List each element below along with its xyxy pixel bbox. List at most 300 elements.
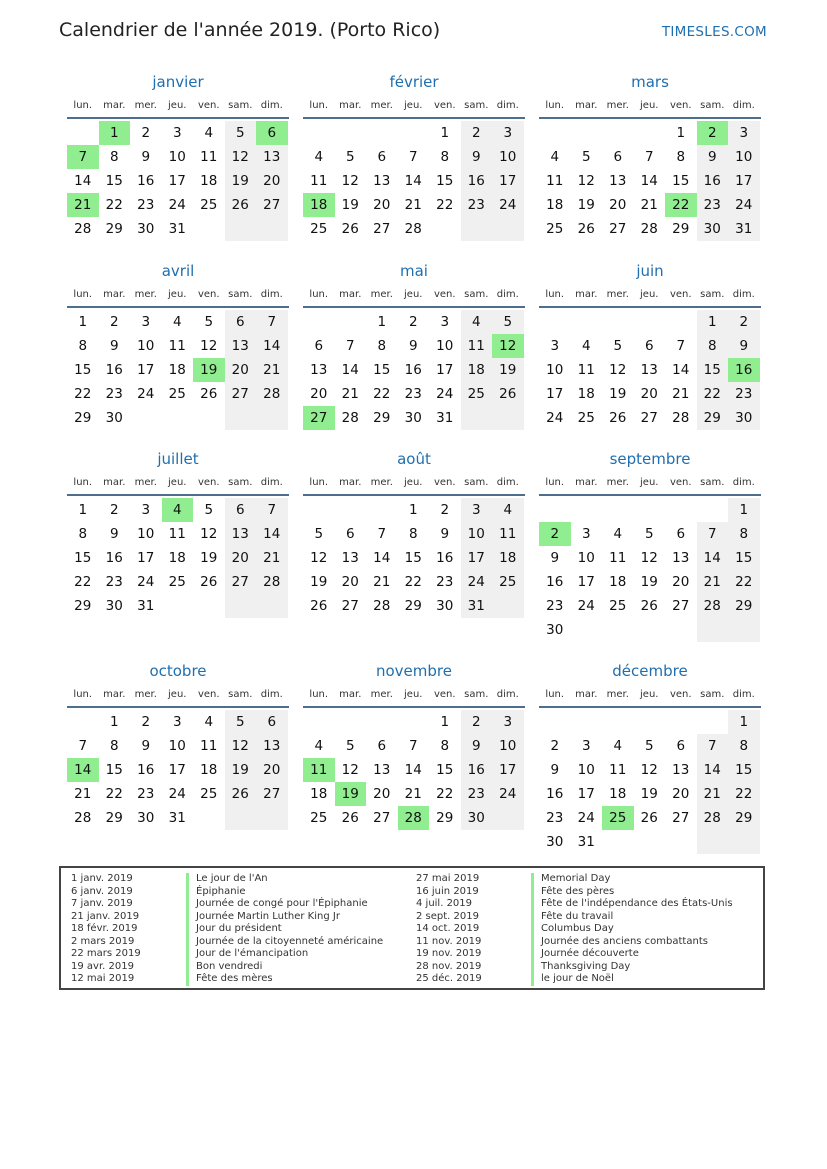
- day-cell[interactable]: 12: [341, 173, 359, 189]
- day-cell[interactable]: 9: [550, 550, 560, 566]
- day-cell[interactable]: 22: [404, 574, 422, 590]
- day-cell[interactable]: 16: [105, 550, 123, 566]
- day-cell[interactable]: 1: [440, 125, 450, 141]
- day-cell[interactable]: 3: [492, 710, 524, 734]
- day-cell[interactable]: 11: [577, 362, 595, 378]
- day-cell[interactable]: 5: [225, 121, 257, 145]
- day-cell[interactable]: 10: [436, 338, 454, 354]
- day-cell[interactable]: 4: [314, 738, 324, 754]
- day-cell[interactable]: 27: [609, 221, 627, 237]
- day-cell[interactable]: 19: [193, 358, 225, 382]
- day-cell[interactable]: 7: [67, 145, 99, 169]
- day-cell[interactable]: 15: [373, 362, 391, 378]
- day-cell[interactable]: 26: [310, 598, 328, 614]
- day-cell[interactable]: 7: [345, 338, 355, 354]
- day-cell[interactable]: 28: [373, 598, 391, 614]
- day-cell[interactable]: 1: [440, 714, 450, 730]
- day-cell[interactable]: 10: [168, 149, 186, 165]
- day-cell[interactable]: 15: [728, 758, 760, 782]
- day-cell[interactable]: 8: [109, 738, 119, 754]
- day-cell[interactable]: 28: [398, 806, 430, 830]
- day-cell[interactable]: 18: [200, 762, 218, 778]
- day-cell[interactable]: 23: [461, 782, 493, 806]
- day-cell[interactable]: 24: [137, 574, 155, 590]
- day-cell[interactable]: 7: [78, 738, 88, 754]
- day-cell[interactable]: 17: [461, 546, 493, 570]
- day-cell[interactable]: 12: [492, 334, 524, 358]
- day-cell[interactable]: 27: [672, 598, 690, 614]
- day-cell[interactable]: 11: [168, 526, 186, 542]
- day-cell[interactable]: 14: [697, 546, 729, 570]
- day-cell[interactable]: 13: [341, 550, 359, 566]
- day-cell[interactable]: 14: [404, 762, 422, 778]
- day-cell[interactable]: 22: [697, 382, 729, 406]
- day-cell[interactable]: 7: [377, 526, 387, 542]
- day-cell[interactable]: 8: [697, 334, 729, 358]
- day-cell[interactable]: 7: [408, 738, 418, 754]
- site-logo[interactable]: TIMESLES.COM: [661, 24, 767, 40]
- day-cell[interactable]: 25: [492, 570, 524, 594]
- day-cell[interactable]: 24: [461, 570, 493, 594]
- day-cell[interactable]: 19: [335, 782, 367, 806]
- day-cell[interactable]: 16: [728, 358, 760, 382]
- day-cell[interactable]: 16: [697, 169, 729, 193]
- day-cell[interactable]: 23: [105, 574, 123, 590]
- day-cell[interactable]: 3: [492, 121, 524, 145]
- day-cell[interactable]: 28: [404, 221, 422, 237]
- day-cell[interactable]: 29: [373, 410, 391, 426]
- day-cell[interactable]: 21: [672, 386, 690, 402]
- day-cell[interactable]: 20: [672, 786, 690, 802]
- day-cell[interactable]: 30: [137, 221, 155, 237]
- day-cell[interactable]: 9: [550, 762, 560, 778]
- day-cell[interactable]: 17: [168, 762, 186, 778]
- day-cell[interactable]: 14: [74, 173, 92, 189]
- day-cell[interactable]: 10: [546, 362, 564, 378]
- day-cell[interactable]: 5: [204, 502, 214, 518]
- day-cell[interactable]: 30: [137, 810, 155, 826]
- day-cell[interactable]: 22: [105, 197, 123, 213]
- day-cell[interactable]: 26: [640, 598, 658, 614]
- day-cell[interactable]: 27: [640, 410, 658, 426]
- day-cell[interactable]: 16: [105, 362, 123, 378]
- day-cell[interactable]: 6: [377, 738, 387, 754]
- day-cell[interactable]: 25: [602, 806, 634, 830]
- day-cell[interactable]: 7: [644, 149, 654, 165]
- day-cell[interactable]: 8: [408, 526, 418, 542]
- day-cell[interactable]: 23: [546, 598, 564, 614]
- day-cell[interactable]: 2: [461, 710, 493, 734]
- day-cell[interactable]: 14: [256, 522, 288, 546]
- day-cell[interactable]: 1: [408, 502, 418, 518]
- day-cell[interactable]: 4: [314, 149, 324, 165]
- day-cell[interactable]: 8: [440, 149, 450, 165]
- day-cell[interactable]: 24: [168, 197, 186, 213]
- day-cell[interactable]: 22: [74, 386, 92, 402]
- day-cell[interactable]: 21: [67, 193, 99, 217]
- day-cell[interactable]: 18: [200, 173, 218, 189]
- day-cell[interactable]: 2: [461, 121, 493, 145]
- day-cell[interactable]: 18: [577, 386, 595, 402]
- day-cell[interactable]: 15: [105, 173, 123, 189]
- day-cell[interactable]: 5: [581, 149, 591, 165]
- day-cell[interactable]: 14: [67, 758, 99, 782]
- day-cell[interactable]: 2: [109, 314, 119, 330]
- day-cell[interactable]: 29: [74, 410, 92, 426]
- day-cell[interactable]: 29: [697, 406, 729, 430]
- day-cell[interactable]: 1: [99, 121, 131, 145]
- day-cell[interactable]: 4: [461, 310, 493, 334]
- day-cell[interactable]: 4: [204, 125, 214, 141]
- day-cell[interactable]: 28: [256, 382, 288, 406]
- day-cell[interactable]: 26: [225, 782, 257, 806]
- day-cell[interactable]: 27: [256, 193, 288, 217]
- day-cell[interactable]: 30: [697, 217, 729, 241]
- day-cell[interactable]: 9: [141, 149, 151, 165]
- day-cell[interactable]: 8: [440, 738, 450, 754]
- day-cell[interactable]: 21: [373, 574, 391, 590]
- day-cell[interactable]: 22: [436, 197, 454, 213]
- day-cell[interactable]: 27: [373, 810, 391, 826]
- day-cell[interactable]: 3: [141, 502, 151, 518]
- day-cell[interactable]: 17: [492, 758, 524, 782]
- day-cell[interactable]: 19: [640, 786, 658, 802]
- day-cell[interactable]: 7: [256, 498, 288, 522]
- day-cell[interactable]: 6: [613, 149, 623, 165]
- day-cell[interactable]: 24: [728, 193, 760, 217]
- day-cell[interactable]: 15: [404, 550, 422, 566]
- day-cell[interactable]: 6: [256, 710, 288, 734]
- day-cell[interactable]: 10: [492, 734, 524, 758]
- day-cell[interactable]: 23: [137, 786, 155, 802]
- day-cell[interactable]: 29: [404, 598, 422, 614]
- day-cell[interactable]: 3: [440, 314, 450, 330]
- day-cell[interactable]: 25: [310, 810, 328, 826]
- day-cell[interactable]: 19: [640, 574, 658, 590]
- day-cell[interactable]: 31: [436, 410, 454, 426]
- day-cell[interactable]: 24: [436, 386, 454, 402]
- day-cell[interactable]: 7: [697, 522, 729, 546]
- day-cell[interactable]: 29: [105, 810, 123, 826]
- day-cell[interactable]: 21: [256, 358, 288, 382]
- day-cell[interactable]: 20: [256, 758, 288, 782]
- day-cell[interactable]: 22: [436, 786, 454, 802]
- day-cell[interactable]: 28: [341, 410, 359, 426]
- day-cell[interactable]: 28: [74, 810, 92, 826]
- day-cell[interactable]: 2: [141, 125, 151, 141]
- day-cell[interactable]: 3: [581, 526, 591, 542]
- day-cell[interactable]: 29: [74, 598, 92, 614]
- day-cell[interactable]: 10: [577, 550, 595, 566]
- day-cell[interactable]: 5: [225, 710, 257, 734]
- day-cell[interactable]: 2: [550, 738, 560, 754]
- day-cell[interactable]: 13: [609, 173, 627, 189]
- day-cell[interactable]: 7: [697, 734, 729, 758]
- day-cell[interactable]: 14: [256, 334, 288, 358]
- day-cell[interactable]: 16: [137, 762, 155, 778]
- day-cell[interactable]: 27: [341, 598, 359, 614]
- day-cell[interactable]: 4: [613, 526, 623, 542]
- day-cell[interactable]: 7: [408, 149, 418, 165]
- day-cell[interactable]: 21: [74, 786, 92, 802]
- day-cell[interactable]: 14: [640, 173, 658, 189]
- day-cell[interactable]: 9: [697, 145, 729, 169]
- day-cell[interactable]: 14: [373, 550, 391, 566]
- day-cell[interactable]: 9: [109, 338, 119, 354]
- day-cell[interactable]: 29: [672, 221, 690, 237]
- day-cell[interactable]: 25: [577, 410, 595, 426]
- day-cell[interactable]: 20: [373, 786, 391, 802]
- day-cell[interactable]: 9: [141, 738, 151, 754]
- day-cell[interactable]: 5: [345, 149, 355, 165]
- day-cell[interactable]: 14: [672, 362, 690, 378]
- day-cell[interactable]: 4: [162, 498, 194, 522]
- day-cell[interactable]: 21: [404, 786, 422, 802]
- day-cell[interactable]: 24: [577, 810, 595, 826]
- day-cell[interactable]: 13: [225, 522, 257, 546]
- day-cell[interactable]: 5: [644, 738, 654, 754]
- day-cell[interactable]: 17: [436, 362, 454, 378]
- day-cell[interactable]: 23: [728, 382, 760, 406]
- day-cell[interactable]: 5: [345, 738, 355, 754]
- day-cell[interactable]: 15: [74, 550, 92, 566]
- day-cell[interactable]: 19: [577, 197, 595, 213]
- day-cell[interactable]: 26: [341, 810, 359, 826]
- day-cell[interactable]: 27: [256, 782, 288, 806]
- day-cell[interactable]: 5: [492, 310, 524, 334]
- day-cell[interactable]: 11: [200, 738, 218, 754]
- day-cell[interactable]: 17: [577, 786, 595, 802]
- day-cell[interactable]: 15: [697, 358, 729, 382]
- day-cell[interactable]: 21: [697, 570, 729, 594]
- day-cell[interactable]: 19: [225, 758, 257, 782]
- day-cell[interactable]: 2: [109, 502, 119, 518]
- day-cell[interactable]: 26: [225, 193, 257, 217]
- day-cell[interactable]: 20: [256, 169, 288, 193]
- day-cell[interactable]: 30: [436, 598, 454, 614]
- day-cell[interactable]: 25: [168, 386, 186, 402]
- day-cell[interactable]: 26: [341, 221, 359, 237]
- day-cell[interactable]: 2: [440, 502, 450, 518]
- day-cell[interactable]: 12: [640, 762, 658, 778]
- day-cell[interactable]: 10: [137, 526, 155, 542]
- day-cell[interactable]: 22: [105, 786, 123, 802]
- day-cell[interactable]: 1: [728, 710, 760, 734]
- day-cell[interactable]: 24: [137, 386, 155, 402]
- day-cell[interactable]: 19: [225, 169, 257, 193]
- day-cell[interactable]: 26: [609, 410, 627, 426]
- day-cell[interactable]: 30: [461, 806, 493, 830]
- day-cell[interactable]: 13: [225, 334, 257, 358]
- day-cell[interactable]: 25: [168, 574, 186, 590]
- day-cell[interactable]: 28: [74, 221, 92, 237]
- day-cell[interactable]: 30: [105, 410, 123, 426]
- day-cell[interactable]: 6: [644, 338, 654, 354]
- day-cell[interactable]: 12: [609, 362, 627, 378]
- day-cell[interactable]: 10: [577, 762, 595, 778]
- day-cell[interactable]: 5: [644, 526, 654, 542]
- day-cell[interactable]: 8: [728, 522, 760, 546]
- day-cell[interactable]: 3: [172, 714, 182, 730]
- day-cell[interactable]: 10: [168, 738, 186, 754]
- day-cell[interactable]: 16: [436, 550, 454, 566]
- day-cell[interactable]: 12: [577, 173, 595, 189]
- day-cell[interactable]: 15: [74, 362, 92, 378]
- day-cell[interactable]: 31: [577, 834, 595, 850]
- day-cell[interactable]: 20: [640, 386, 658, 402]
- day-cell[interactable]: 8: [377, 338, 387, 354]
- day-cell[interactable]: 18: [609, 786, 627, 802]
- day-cell[interactable]: 13: [640, 362, 658, 378]
- day-cell[interactable]: 15: [672, 173, 690, 189]
- day-cell[interactable]: 3: [581, 738, 591, 754]
- day-cell[interactable]: 14: [341, 362, 359, 378]
- day-cell[interactable]: 28: [697, 594, 729, 618]
- day-cell[interactable]: 28: [697, 806, 729, 830]
- day-cell[interactable]: 11: [492, 522, 524, 546]
- day-cell[interactable]: 13: [373, 762, 391, 778]
- day-cell[interactable]: 18: [461, 358, 493, 382]
- day-cell[interactable]: 15: [436, 173, 454, 189]
- day-cell[interactable]: 17: [577, 574, 595, 590]
- day-cell[interactable]: 2: [697, 121, 729, 145]
- day-cell[interactable]: 1: [78, 314, 88, 330]
- day-cell[interactable]: 16: [546, 786, 564, 802]
- day-cell[interactable]: 12: [341, 762, 359, 778]
- day-cell[interactable]: 28: [640, 221, 658, 237]
- day-cell[interactable]: 31: [728, 217, 760, 241]
- day-cell[interactable]: 8: [78, 338, 88, 354]
- day-cell[interactable]: 11: [461, 334, 493, 358]
- day-cell[interactable]: 10: [728, 145, 760, 169]
- day-cell[interactable]: 19: [341, 197, 359, 213]
- day-cell[interactable]: 11: [609, 762, 627, 778]
- day-cell[interactable]: 17: [168, 173, 186, 189]
- day-cell[interactable]: 19: [492, 358, 524, 382]
- day-cell[interactable]: 15: [105, 762, 123, 778]
- day-cell[interactable]: 8: [676, 149, 686, 165]
- day-cell[interactable]: 30: [728, 406, 760, 430]
- day-cell[interactable]: 28: [256, 570, 288, 594]
- day-cell[interactable]: 7: [676, 338, 686, 354]
- day-cell[interactable]: 3: [172, 125, 182, 141]
- day-cell[interactable]: 21: [697, 782, 729, 806]
- day-cell[interactable]: 16: [137, 173, 155, 189]
- day-cell[interactable]: 25: [200, 786, 218, 802]
- day-cell[interactable]: 22: [373, 386, 391, 402]
- day-cell[interactable]: 20: [609, 197, 627, 213]
- day-cell[interactable]: 13: [256, 145, 288, 169]
- day-cell[interactable]: 9: [461, 734, 493, 758]
- day-cell[interactable]: 19: [609, 386, 627, 402]
- day-cell[interactable]: 23: [404, 386, 422, 402]
- day-cell[interactable]: 21: [256, 546, 288, 570]
- day-cell[interactable]: 3: [728, 121, 760, 145]
- day-cell[interactable]: 5: [314, 526, 324, 542]
- day-cell[interactable]: 18: [168, 550, 186, 566]
- day-cell[interactable]: 3: [141, 314, 151, 330]
- day-cell[interactable]: 12: [225, 734, 257, 758]
- day-cell[interactable]: 1: [676, 125, 686, 141]
- day-cell[interactable]: 2: [141, 714, 151, 730]
- day-cell[interactable]: 5: [204, 314, 214, 330]
- day-cell[interactable]: 16: [546, 574, 564, 590]
- day-cell[interactable]: 11: [200, 149, 218, 165]
- day-cell[interactable]: 6: [225, 310, 257, 334]
- day-cell[interactable]: 28: [672, 410, 690, 426]
- day-cell[interactable]: 12: [310, 550, 328, 566]
- day-cell[interactable]: 30: [404, 410, 422, 426]
- day-cell[interactable]: 10: [492, 145, 524, 169]
- day-cell[interactable]: 22: [728, 782, 760, 806]
- day-cell[interactable]: 8: [728, 734, 760, 758]
- day-cell[interactable]: 31: [168, 221, 186, 237]
- day-cell[interactable]: 12: [225, 145, 257, 169]
- day-cell[interactable]: 4: [492, 498, 524, 522]
- day-cell[interactable]: 31: [168, 810, 186, 826]
- day-cell[interactable]: 29: [105, 221, 123, 237]
- day-cell[interactable]: 16: [461, 758, 493, 782]
- day-cell[interactable]: 9: [440, 526, 450, 542]
- day-cell[interactable]: 3: [461, 498, 493, 522]
- day-cell[interactable]: 25: [310, 221, 328, 237]
- day-cell[interactable]: 19: [310, 574, 328, 590]
- day-cell[interactable]: 11: [310, 173, 328, 189]
- day-cell[interactable]: 2: [408, 314, 418, 330]
- day-cell[interactable]: 17: [546, 386, 564, 402]
- day-cell[interactable]: 27: [672, 810, 690, 826]
- day-cell[interactable]: 31: [461, 594, 493, 618]
- day-cell[interactable]: 8: [78, 526, 88, 542]
- day-cell[interactable]: 1: [697, 310, 729, 334]
- day-cell[interactable]: 24: [492, 193, 524, 217]
- day-cell[interactable]: 9: [461, 145, 493, 169]
- day-cell[interactable]: 15: [728, 546, 760, 570]
- day-cell[interactable]: 25: [546, 221, 564, 237]
- day-cell[interactable]: 30: [105, 598, 123, 614]
- day-cell[interactable]: 13: [256, 734, 288, 758]
- day-cell[interactable]: 30: [546, 834, 564, 850]
- day-cell[interactable]: 20: [225, 358, 257, 382]
- day-cell[interactable]: 18: [609, 574, 627, 590]
- day-cell[interactable]: 24: [577, 598, 595, 614]
- day-cell[interactable]: 21: [404, 197, 422, 213]
- day-cell[interactable]: 17: [137, 550, 155, 566]
- day-cell[interactable]: 15: [436, 762, 454, 778]
- day-cell[interactable]: 27: [225, 570, 257, 594]
- day-cell[interactable]: 1: [109, 714, 119, 730]
- day-cell[interactable]: 31: [137, 598, 155, 614]
- day-cell[interactable]: 23: [105, 386, 123, 402]
- day-cell[interactable]: 18: [310, 786, 328, 802]
- day-cell[interactable]: 20: [225, 546, 257, 570]
- day-cell[interactable]: 16: [404, 362, 422, 378]
- day-cell[interactable]: 6: [377, 149, 387, 165]
- day-cell[interactable]: 6: [256, 121, 288, 145]
- day-cell[interactable]: 22: [665, 193, 697, 217]
- day-cell[interactable]: 13: [672, 550, 690, 566]
- day-cell[interactable]: 20: [373, 197, 391, 213]
- day-cell[interactable]: 6: [676, 526, 686, 542]
- day-cell[interactable]: 4: [613, 738, 623, 754]
- day-cell[interactable]: 14: [697, 758, 729, 782]
- day-cell[interactable]: 7: [256, 310, 288, 334]
- day-cell[interactable]: 6: [225, 498, 257, 522]
- day-cell[interactable]: 18: [546, 197, 564, 213]
- day-cell[interactable]: 12: [200, 526, 218, 542]
- day-cell[interactable]: 8: [109, 149, 119, 165]
- day-cell[interactable]: 20: [672, 574, 690, 590]
